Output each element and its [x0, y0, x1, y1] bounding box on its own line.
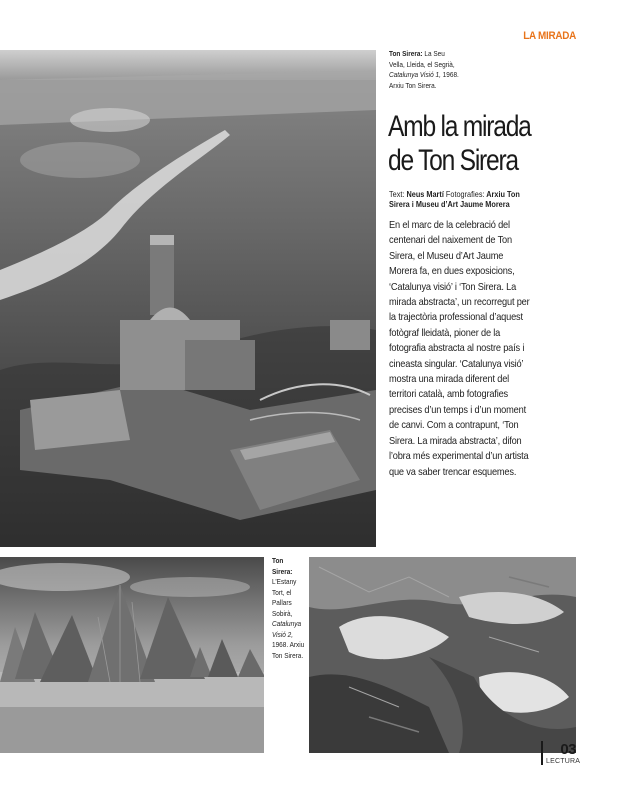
- credits-photo-label: Fotografies:: [445, 189, 485, 199]
- credits-text-label: Text:: [389, 189, 405, 199]
- photo-estany-tort: [309, 557, 576, 753]
- photo-seu-vella: [0, 50, 376, 547]
- article-credits: [389, 189, 527, 209]
- credits-photo-source: Arxiu Ton Sirera i Museu d’Art Jaume Morera: [389, 189, 520, 209]
- caption-second-place: L’Estany Tort, el Pallars Sobirà,: [272, 577, 297, 618]
- credits-text-author: Neus Martí: [406, 189, 444, 199]
- caption-second: [272, 556, 305, 661]
- caption-main-year: 1968. Arxiu Ton Sirera.: [389, 70, 459, 90]
- page-number: 03: [560, 741, 576, 758]
- article-title: [388, 110, 568, 178]
- photo-reed-stacks: [0, 557, 264, 753]
- title-line-2: de Ton Sirera: [388, 144, 518, 177]
- folio-label: LECTURA: [546, 758, 581, 765]
- reed-stacks-illustration: [0, 557, 264, 753]
- section-label: LA MIRADA: [523, 30, 576, 42]
- caption-main-author: Ton Sirera:: [389, 49, 423, 58]
- title-line-1: Amb la mirada: [388, 110, 531, 143]
- seu-vella-illustration: [0, 50, 376, 547]
- caption-main-place: La Seu Vella, Lleida, el Segrià,: [389, 49, 455, 69]
- article-body: En el marc de la celebració del centenari del naixement de Ton Sirera, el Museu d’Art Jaume Morera fa, en dues exposicions, ‘Catalunya visió’ i ‘Ton Sirera. La mirada abstracta’, un recorregut per la trajectòria professional d’aquest fotògraf lleidatà, pioner de la fotografia abstracta al nostre país i cineasta singular. ‘Catalunya visió’ mostra una mirada diferent del territori català, amb fotografies precises d’un temps i d’un moment de canvi. Com a contrapunt, ‘Ton Sirera. La mirada abstracta’, difon l’obra més experimental d’un artista que va saber trencar esquemes.: [389, 219, 530, 478]
- estany-tort-illustration: [309, 557, 576, 753]
- caption-second-series: Catalunya Visió 2,: [272, 619, 302, 639]
- caption-main-series: Catalunya Visió 1,: [389, 70, 441, 79]
- caption-second-year: 1968. Arxiu Ton Sirera.: [272, 640, 305, 660]
- caption-main: [389, 49, 460, 91]
- caption-second-author: Ton Sirera:: [272, 556, 293, 576]
